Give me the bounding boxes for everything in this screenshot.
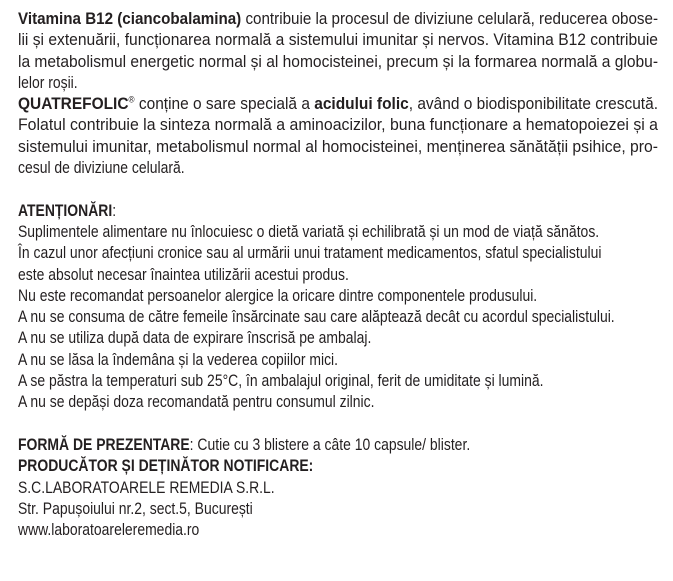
text-segment: , având o biodisponibilitate crescută. (408, 94, 658, 114)
presentation-value: Cutie cu 3 blistere a câte 10 capsule/ blister. (193, 434, 471, 454)
leaflet-text (18, 8, 658, 540)
registered-mark: ® (128, 94, 135, 105)
producer-website[interactable]: www.laboratoareleremedia.ro (18, 520, 200, 540)
text-line: lelor roșii. (18, 72, 78, 92)
warning-line: A nu se lăsa la îndemâna și la vederea copiilor mici. (18, 349, 339, 369)
vitamin-b12-term: Vitamina B12 (ciancobalamina) (18, 9, 242, 28)
colon: : (189, 434, 194, 454)
text-line: la metabolismul energetic normal și al homocisteinei, precum și la formarea normală a globu- (18, 51, 658, 71)
text-line: lii și extenuării, funcționarea normală a sistemului imunitar și nervos. Vitamina B12 contribuie (18, 30, 658, 50)
presentation-label: FORMĂ DE PREZENTARE (18, 434, 190, 454)
folic-acid-term: acidului folic (314, 94, 409, 114)
warning-line: Nu este recomandat persoanelor alergice la oricare dintre componentele produsului. (18, 285, 538, 305)
spacer (18, 413, 658, 434)
paragraph-vitamin-b12 (18, 8, 658, 93)
paragraph-quatrefolic (18, 93, 658, 178)
warning-line: A se păstra la temperaturi sub 25°C, în ambalajul original, ferit de umiditate și lumină. (18, 371, 544, 391)
text-segment: contribuie la procesul de diviziune celulară, reducerea obose- (241, 9, 658, 28)
text-line: sistemului imunitar, metabolismul normal al homocisteinei, menținerea sănătății psihice, pro- (18, 136, 658, 156)
presentation-line (18, 434, 658, 455)
producer-company: S.C.LABORATOARELE REMEDIA S.R.L. (18, 477, 275, 497)
warning-line: Suplimentele alimentare nu înlocuiesc o dietă variată și echilibrată și un mod de viață sănătos. (18, 221, 600, 241)
text-segment: conține o sare specială a (134, 94, 315, 114)
producer-address: Str. Papușoiului nr.2, sect.5, București (18, 498, 253, 518)
warnings-heading-text: ATENȚIONĂRI (18, 200, 113, 220)
warning-line: este absolut necesar înaintea utilizării acestui produs. (18, 264, 349, 284)
text-line (18, 8, 658, 29)
warnings-heading (18, 200, 658, 221)
colon: : (112, 200, 117, 220)
producer-heading: PRODUCĂTOR ȘI DEȚINĂTOR NOTIFICARE: (18, 456, 314, 476)
producer-section (18, 455, 658, 540)
text-line: cesul de diviziune celulară. (18, 158, 185, 178)
warning-line: A nu se depăși doza recomandată pentru consumul zilnic. (18, 392, 375, 412)
spacer (18, 178, 658, 199)
warning-line: A nu se utiliza după data de expirare înscrisă pe ambalaj. (18, 328, 372, 348)
warning-line: A nu se consuma de către femeile însărcinate sau care alăptează decât cu acordul specialistului. (18, 307, 615, 327)
text-line: Folatul contribuie la sinteza normală a aminoacizilor, buna funcționare a hematopoiezei și a (18, 115, 658, 135)
warnings-section (18, 200, 658, 413)
text-line (18, 93, 658, 114)
warning-line: În cazul unor afecțiuni cronice sau al urmării unui tratament medicamentos, sfatul specialistului (18, 243, 602, 263)
quatrefolic-brand: QUATREFOLIC (18, 94, 129, 114)
